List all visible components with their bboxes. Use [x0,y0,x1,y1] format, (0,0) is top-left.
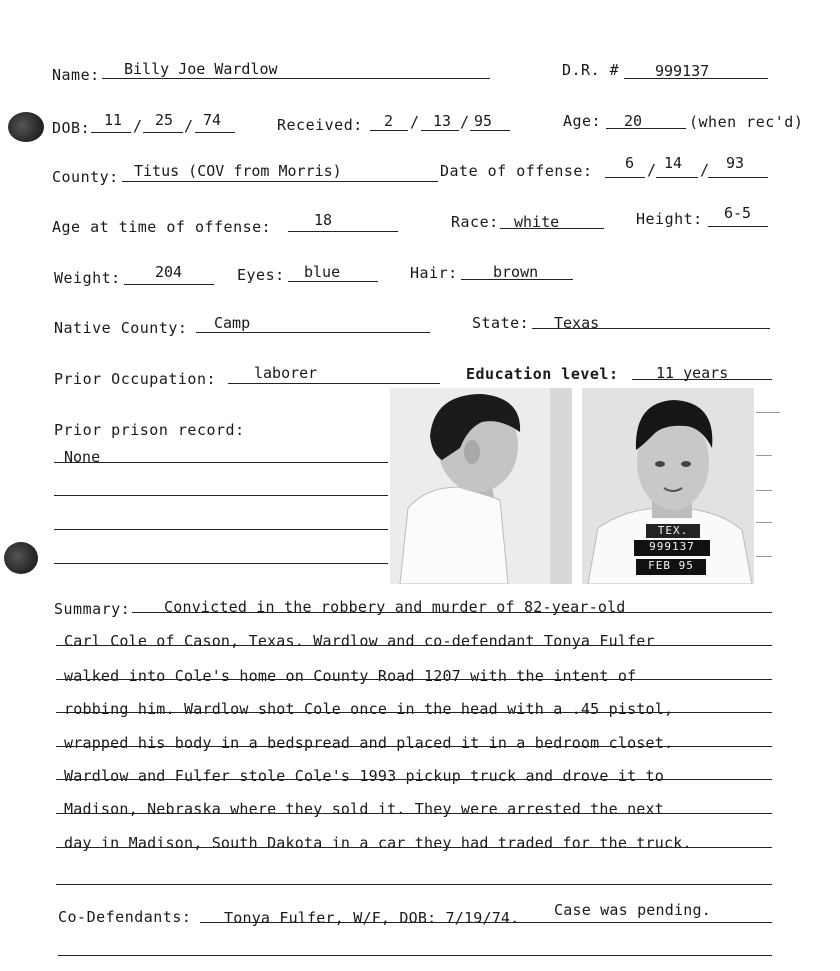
dob-sep-2: / [184,117,194,135]
age-value: 20 [624,112,643,130]
county-value: Titus (COV from Morris) [134,162,342,180]
county-underline [122,181,438,182]
placard-line-3: FEB 95 [636,559,706,575]
offense-day-underline [656,177,698,178]
summary-line-7: Madison, Nebraska where they sold it. They were arrested the next [64,800,664,818]
summary-underline-1 [132,612,772,613]
native-county-label: Native County: [54,319,188,337]
age-label: Age: [563,112,602,130]
summary-underline-8 [56,847,772,848]
summary-line-3: walked into Cole's home on County Road 1207 with the intent of [64,667,637,685]
dob-month: 11 [104,111,123,129]
offense-year-underline [708,177,768,178]
height-value: 6-5 [724,204,752,222]
weight-value: 204 [155,263,183,281]
native-county-underline [196,332,430,333]
dr-label: D.R. # [562,61,620,79]
dob-label: DOB: [52,119,91,137]
age-underline [606,128,686,129]
name-value: Billy Joe Wardlow [124,60,278,78]
race-label: Race: [451,213,499,231]
offense-sep-2: / [700,161,710,179]
ghost-line-5 [756,556,772,557]
eyes-value: blue [304,263,341,281]
offense-year: 93 [726,154,745,172]
name-label: Name: [52,66,100,84]
punch-hole-middle [4,542,38,574]
received-sep-2: / [460,113,470,131]
dr-value: 999137 [655,62,710,80]
received-day: 13 [433,112,452,130]
summary-underline-2 [56,645,772,646]
summary-label: Summary: [54,600,131,618]
summary-line-1: Convicted in the robbery and murder of 82-year-old [164,598,626,616]
summary-underline-3 [56,679,772,680]
received-label: Received: [277,116,363,134]
ghost-line-3 [756,490,772,491]
hair-value: brown [493,263,539,281]
state-value: Texas [554,314,600,332]
placard-line-2: 999137 [634,540,710,556]
education-underline [632,379,772,380]
dob-year-underline [195,132,235,133]
name-underline [102,78,490,79]
punch-hole-top [8,112,44,142]
dob-month-underline [91,132,131,133]
summary-underline-4 [56,712,772,713]
offense-date-label: Date of offense: [440,162,593,180]
hair-label: Hair: [410,264,458,282]
summary-underline-6 [56,779,772,780]
summary-line-8: day in Madison, South Dakota in a car they had traded for the truck. [64,834,692,852]
summary-underline-9 [56,884,772,885]
summary-line-5: wrapped his body in a bedspread and placed it in a bedroom closet. [64,734,674,752]
summary-underline-7 [56,813,772,814]
county-label: County: [52,168,119,186]
placard-line-1: TEX. [646,524,700,538]
state-underline [532,328,770,329]
ghost-line-4 [756,522,772,523]
age-offense-label: Age at time of offense: [52,218,272,236]
dob-day: 25 [155,111,174,129]
summary-line-4: robbing him. Wardlow shot Cole once in the head with a .45 pistol, [64,700,674,718]
prior-record-line-1 [54,462,388,463]
codefendants-underline [200,922,772,923]
offense-month-underline [605,177,645,178]
received-year: 95 [474,112,493,130]
received-sep-1: / [410,113,420,131]
education-label: Education level: [466,365,619,383]
race-underline [500,228,604,229]
occupation-label: Prior Occupation: [54,370,217,388]
received-day-underline [421,130,459,131]
age-offense-value: 18 [314,211,333,229]
codefendants-note: Case was pending. [554,901,711,919]
dob-year: 74 [203,111,222,129]
mugshot-photo [390,388,754,584]
ghost-line-1 [756,412,780,413]
received-month: 2 [384,112,394,130]
eyes-underline [288,281,378,282]
received-year-underline [470,130,510,131]
age-offense-underline [288,231,398,232]
prior-record-line-2 [54,495,388,496]
hair-underline [461,279,573,280]
education-value: 11 years [656,364,729,382]
state-label: State: [472,314,530,332]
eyes-label: Eyes: [237,266,285,284]
age-note: (when rec'd) [689,113,804,131]
offense-sep-1: / [647,161,657,179]
dob-day-underline [143,132,183,133]
summary-line-6: Wardlow and Fulfer stole Cole's 1993 pickup truck and drove it to [64,767,664,785]
prior-record-label: Prior prison record: [54,421,245,439]
occupation-value: laborer [254,364,318,382]
offense-month: 6 [625,154,635,172]
summary-underline-5 [56,746,772,747]
codefendants-label: Co-Defendants: [58,908,192,926]
dr-underline [624,78,768,79]
occupation-underline [228,383,440,384]
height-label: Height: [636,210,703,228]
weight-underline [124,284,214,285]
prior-record-line-4 [54,563,388,564]
dob-sep-1: / [133,117,143,135]
weight-label: Weight: [54,269,121,287]
prior-record-line-3 [54,529,388,530]
native-county-value: Camp [214,314,251,332]
codefendants-value: Tonya Fulfer, W/F, DOB: 7/19/74. [224,909,520,927]
offense-day: 14 [664,154,683,172]
height-underline [708,226,768,227]
received-month-underline [370,130,408,131]
ghost-line-2 [756,455,772,456]
race-value: white [514,213,560,231]
summary-line-2: Carl Cole of Cason, Texas. Wardlow and co-defendant Tonya Fulfer [64,632,655,650]
prior-record-value: None [64,448,101,466]
codefendants-underline-2 [58,955,772,956]
